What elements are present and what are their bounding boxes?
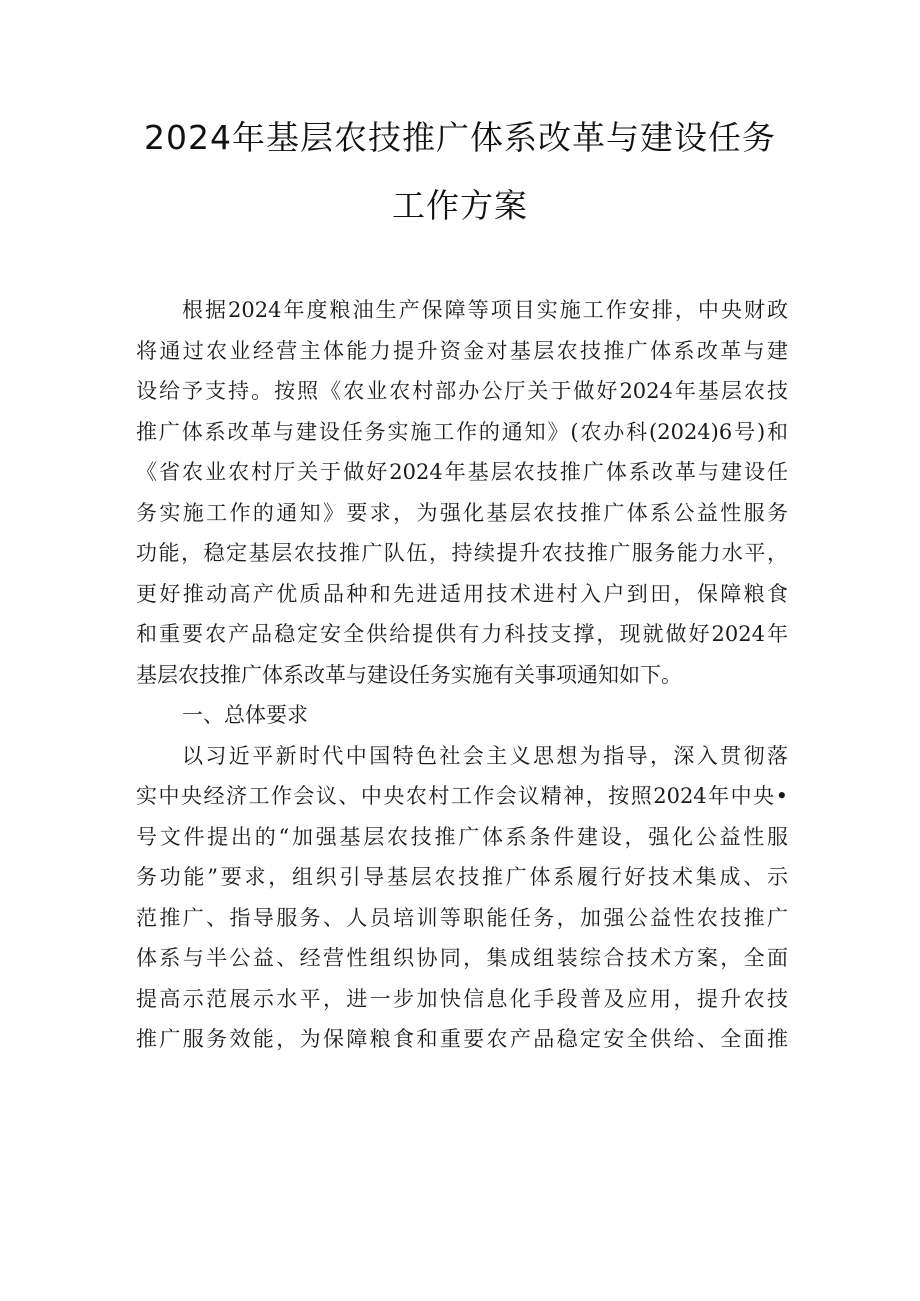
document-title-line-1: 2024年基层农技推广体系改革与建设任务 [144,118,776,157]
paragraph-line: 号文件提出的“加强基层农技推广体系条件建设，强化公益性服 [136,824,788,849]
paragraph-line: 设给予支持。按照《农业农村部办公厅关于做好2024年基层农技 [136,379,788,403]
paragraph-line: 更好推动高产优质品种和先进适用技术进村入户到田，保障粮食 [136,581,788,606]
document-title-line-2: 工作方案 [392,186,528,225]
paragraph-line: 推广体系改革与建设任务实施工作的通知》(农办科(2024)6号)和 [136,419,788,444]
paragraph-line: 体系与半公益、经营性组织协同，集成组装综合技术方案，全面 [136,946,788,970]
paragraph-line: 范推广、指导服务、人员培训等职能任务，加强公益性农技推广 [136,905,788,930]
paragraph-2 [136,736,788,1060]
paragraph-line: 根据2024年度粮油生产保障等项目实施工作安排，中央财政 [182,298,788,322]
paragraph-line: 实中央经济工作会议、中央农村工作会议精神，按照2024年中央• [136,784,788,808]
paragraph-line: 务实施工作的通知》要求，为强化基层农技推广体系公益性服务 [136,500,788,525]
section-heading-1: 一、总体要求 [182,703,308,727]
paragraph-line: 《省农业农村厅关于做好2024年基层农技推广体系改革与建设任 [136,460,788,484]
paragraph-line: 功能，稳定基层农技推广队伍，持续提升农技推广服务能力水平， [136,541,788,565]
paragraph-1 [136,290,788,695]
paragraph-line: 和重要农产品稳定安全供给提供有力科技支撑，现就做好2024年 [136,622,788,646]
paragraph-line: 推广服务效能，为保障粮食和重要农产品稳定安全供给、全面推 [136,1027,788,1051]
paragraph-line: 务功能”要求，组织引导基层农技推广体系履行好技术集成、示 [136,865,788,889]
paragraph-line: 提高示范展示水平，进一步加快信息化手段普及应用，提升农技 [136,986,788,1011]
paragraph-line: 基层农技推广体系改革与建设任务实施有关事项通知如下。 [136,662,682,687]
paragraph-line: 以习近平新时代中国特色社会主义思想为指导，深入贯彻落 [182,743,788,768]
document-body [136,290,788,1060]
paragraph-line: 将通过农业经营主体能力提升资金对基层农技推广体系改革与建 [136,338,788,363]
